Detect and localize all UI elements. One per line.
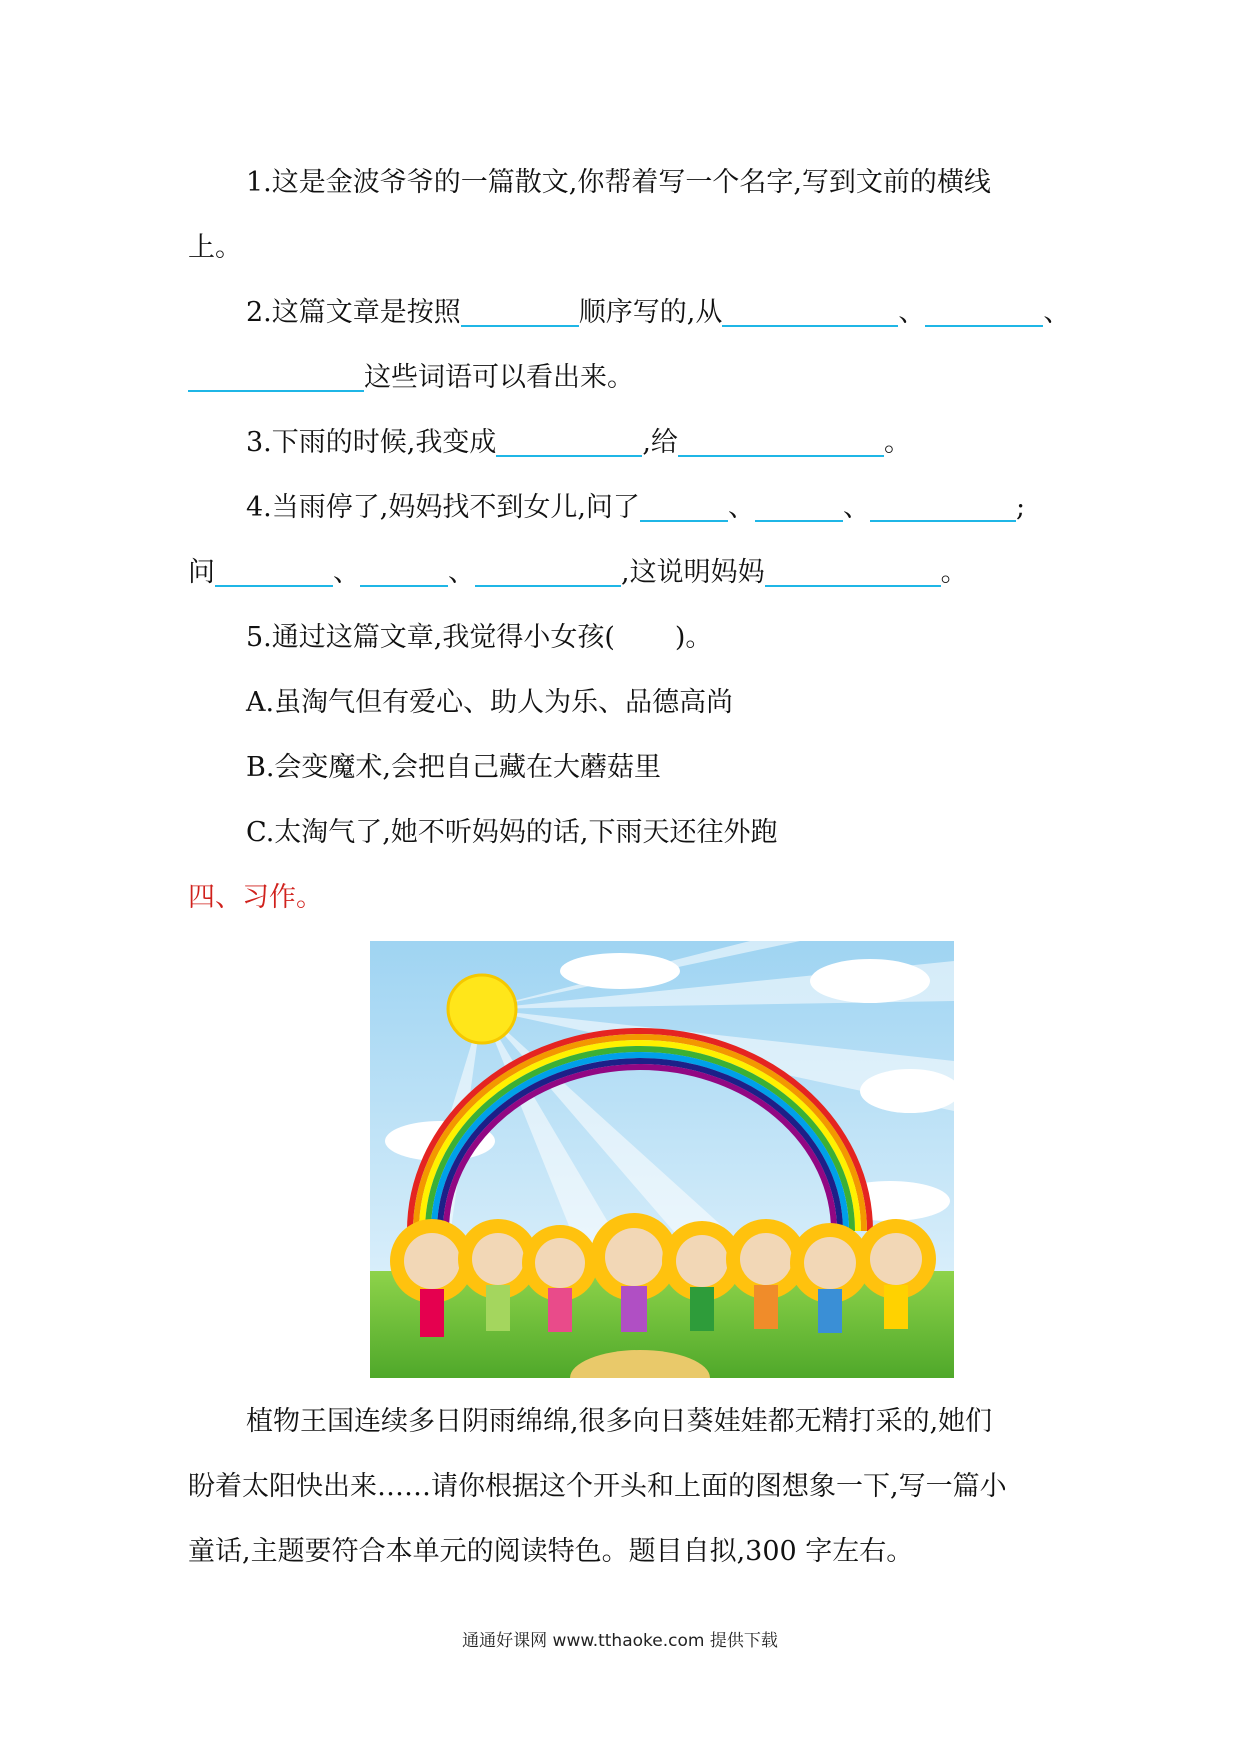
question-1-text: 1.这是金波爷爷的一篇散文,你帮着写一个名字,写到文前的横线: [246, 167, 991, 198]
prompt-line-1: 植物王国连续多日阴雨绵绵,很多向日葵娃娃都无精打采的,她们: [246, 1406, 993, 1437]
answer-blank[interactable]: [765, 555, 941, 587]
rainbow-sunflower-children-illustration: [370, 941, 954, 1378]
question-5: 5.通过这篇文章,我觉得小女孩( )。: [246, 622, 713, 653]
answer-blank[interactable]: [640, 490, 728, 522]
option-a: A.虽淘气但有爱心、助人为乐、品德高尚: [246, 687, 734, 718]
answer-blank[interactable]: [870, 490, 1016, 522]
question-2: 2.这篇文章是按照 顺序写的,从 、 、: [246, 297, 1071, 328]
answer-blank[interactable]: [188, 360, 364, 392]
answer-blank[interactable]: [755, 490, 843, 522]
question-2-cont: 这些词语可以看出来。: [188, 358, 1068, 398]
answer-blank[interactable]: [496, 425, 642, 457]
answer-blank[interactable]: [722, 295, 898, 327]
option-b: B.会变魔术,会把自己藏在大蘑菇里: [246, 752, 662, 783]
answer-blank[interactable]: [678, 425, 884, 457]
answer-blank[interactable]: [215, 555, 333, 587]
prompt-line-3: 童话,主题要符合本单元的阅读特色。题目自拟,300 字左右。: [188, 1536, 914, 1567]
question-4: 4.当雨停了,妈妈找不到女儿,问了 、 、 ;: [246, 492, 1026, 523]
answer-blank[interactable]: [360, 555, 448, 587]
question-4-cont: 问 、 、 ,这说明妈妈 。: [188, 557, 968, 588]
question-3: 3.下雨的时候,我变成 ,给 。: [246, 427, 911, 458]
page-footer: 通通好课网 www.tthaoke.com 提供下载: [462, 1631, 778, 1651]
question-1-cont: 上。: [188, 232, 242, 263]
answer-blank[interactable]: [925, 295, 1043, 327]
question-1: [188, 163, 1126, 203]
prompt-line-2: 盼着太阳快出来……请你根据这个开头和上面的图想象一下,写一篇小: [188, 1471, 1007, 1502]
option-c: C.太淘气了,她不听妈妈的话,下雨天还往外跑: [246, 817, 778, 848]
answer-blank[interactable]: [461, 295, 579, 327]
answer-blank[interactable]: [475, 555, 621, 587]
sun-icon: [448, 975, 516, 1043]
section-heading: 四、习作。: [188, 882, 323, 913]
